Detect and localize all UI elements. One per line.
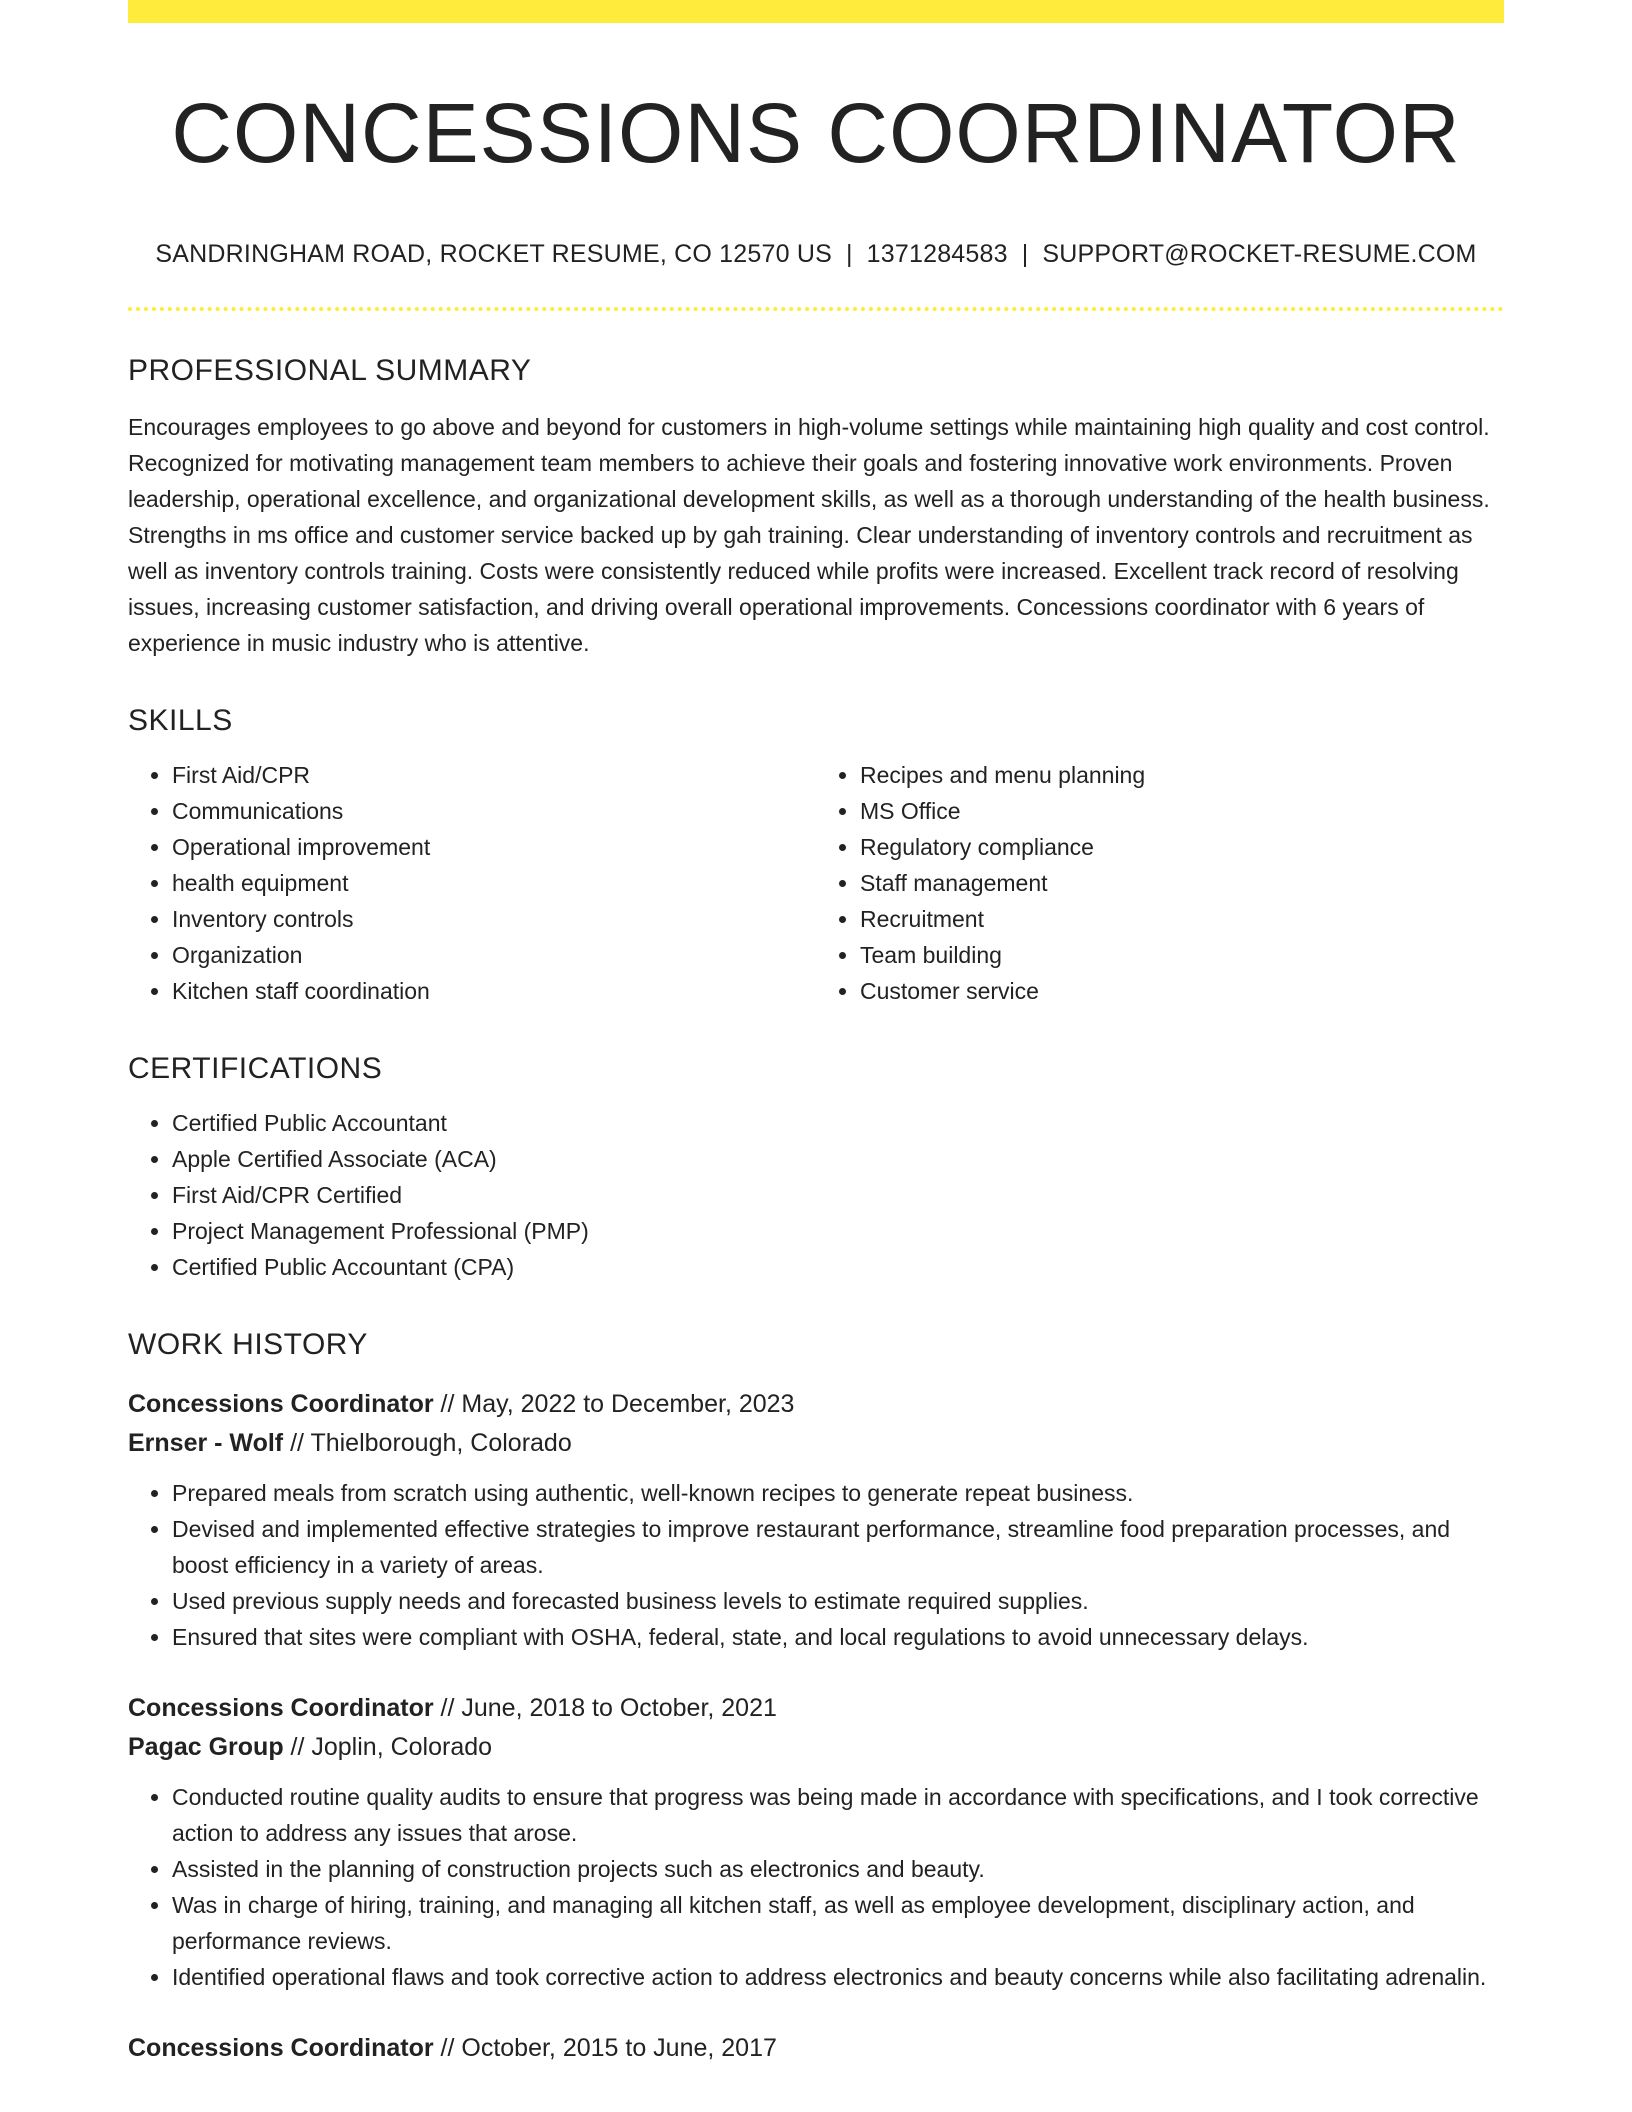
job-dates: // May, 2022 to December, 2023	[433, 1389, 795, 1418]
job-bullet: • Assisted in the planning of construction projects such as electronics and beauty.	[172, 1851, 1504, 1887]
skills-columns	[128, 757, 1504, 1009]
skill-item: • Recipes and menu planning	[860, 757, 1504, 793]
job-entry	[128, 2029, 1504, 2067]
job-dates: // October, 2015 to June, 2017	[433, 2033, 777, 2062]
resume-title: CONCESSIONS COORDINATOR	[171, 86, 1461, 180]
job-bullet: • Identified operational flaws and took corrective action to address electronics and beauty concerns while also facilitating adrenalin.	[172, 1959, 1504, 1995]
certification-item: • First Aid/CPR Certified	[172, 1177, 1504, 1213]
job-location: // Joplin, Colorado	[283, 1732, 493, 1761]
skill-item: • Kitchen staff coordination	[172, 973, 816, 1009]
job-bullet: • Prepared meals from scratch using authentic, well-known recipes to generate repeat business.	[172, 1475, 1504, 1511]
job-title: Concessions Coordinator	[128, 1389, 434, 1418]
certifications-section	[128, 1051, 1504, 1285]
job-dates: // June, 2018 to October, 2021	[433, 1693, 777, 1722]
skill-item: • Communications	[172, 793, 816, 829]
certifications-list	[128, 1105, 1504, 1285]
skill-item: • First Aid/CPR	[172, 757, 816, 793]
dotted-divider	[128, 307, 1504, 311]
job-bullet: • Ensured that sites were compliant with OSHA, federal, state, and local regulations to avoid unnecessary delays.	[172, 1619, 1504, 1655]
skill-item: • Regulatory compliance	[860, 829, 1504, 865]
summary-text: Encourages employees to go above and beyond for customers in high-volume settings while maintaining high quality and cost control. Recognized for motivating management team members to achieve their goals and fostering innovative work environments. Proven leadership, operational excellence, and organizational development skills, as well as a thorough understanding of the health business. Strengths in ms office and customer service backed up by gah training. Clear understanding of inventory controls and recruitment as well as inventory controls training. Costs were consistently reduced while profits were increased. Excellent track record of resolving issues, increasing customer satisfaction, and driving overall operational improvements. Concessions coordinator with 6 years of experience in music industry who is attentive.	[128, 413, 1490, 656]
skill-item: • MS Office	[860, 793, 1504, 829]
skill-item: • Recruitment	[860, 901, 1504, 937]
job-bullet: • Used previous supply needs and forecasted business levels to estimate required supplies.	[172, 1583, 1504, 1619]
skill-item: • Operational improvement	[172, 829, 816, 865]
job-employer: Pagac Group	[128, 1732, 284, 1761]
contact-separator: |	[845, 239, 853, 268]
job-title: Concessions Coordinator	[128, 2033, 434, 2062]
skill-item: • health equipment	[172, 865, 816, 901]
work-history-heading: WORK HISTORY	[128, 1327, 368, 1361]
job-title-line	[128, 1689, 1504, 1727]
skill-item: • Inventory controls	[172, 901, 816, 937]
job-entry	[128, 1385, 1504, 1655]
job-title-line	[128, 2029, 1504, 2067]
summary-section	[128, 353, 1504, 661]
skills-list-left	[128, 757, 816, 1009]
contact-separator: |	[1021, 239, 1029, 268]
accent-bar	[128, 0, 1504, 23]
skills-list-right	[816, 757, 1504, 1009]
job-bullets	[128, 1475, 1504, 1655]
job-bullet: • Was in charge of hiring, training, and managing all kitchen staff, as well as employee development, disciplinary action, and performance reviews.	[172, 1887, 1504, 1959]
skills-section	[128, 703, 1504, 1009]
certification-item: • Apple Certified Associate (ACA)	[172, 1141, 1504, 1177]
job-employer-line	[128, 1727, 1504, 1767]
job-employer: Ernser - Wolf	[128, 1428, 284, 1457]
skill-item: • Customer service	[860, 973, 1504, 1009]
job-bullets	[128, 1779, 1504, 1995]
contact-address: SANDRINGHAM ROAD, ROCKET RESUME, CO 12570 US	[155, 239, 832, 268]
certification-item: • Certified Public Accountant	[172, 1105, 1504, 1141]
contact-email: SUPPORT@ROCKET-RESUME.COM	[1042, 239, 1477, 268]
job-employer-line	[128, 1423, 1504, 1463]
skill-item: • Team building	[860, 937, 1504, 973]
skill-item: • Staff management	[860, 865, 1504, 901]
contact-phone: 1371284583	[866, 239, 1008, 268]
job-bullet: • Conducted routine quality audits to ensure that progress was being made in accordance with specifications, and I took corrective action to address any issues that arose.	[172, 1779, 1504, 1851]
work-history-section	[128, 1327, 1504, 2067]
contact-line	[128, 240, 1504, 269]
resume-page	[128, 0, 1504, 2067]
job-bullet: • Devised and implemented effective strategies to improve restaurant performance, streamline food preparation processes, and boost efficiency in a variety of areas.	[172, 1511, 1504, 1583]
job-title-line	[128, 1385, 1504, 1423]
job-title: Concessions Coordinator	[128, 1693, 434, 1722]
skill-item: • Organization	[172, 937, 816, 973]
job-location: // Thielborough, Colorado	[283, 1428, 572, 1457]
job-entry	[128, 1689, 1504, 1995]
summary-heading: PROFESSIONAL SUMMARY	[128, 353, 532, 387]
certification-item: • Certified Public Accountant (CPA)	[172, 1249, 1504, 1285]
certification-item: • Project Management Professional (PMP)	[172, 1213, 1504, 1249]
certifications-heading: CERTIFICATIONS	[128, 1051, 383, 1085]
skills-heading: SKILLS	[128, 703, 233, 737]
